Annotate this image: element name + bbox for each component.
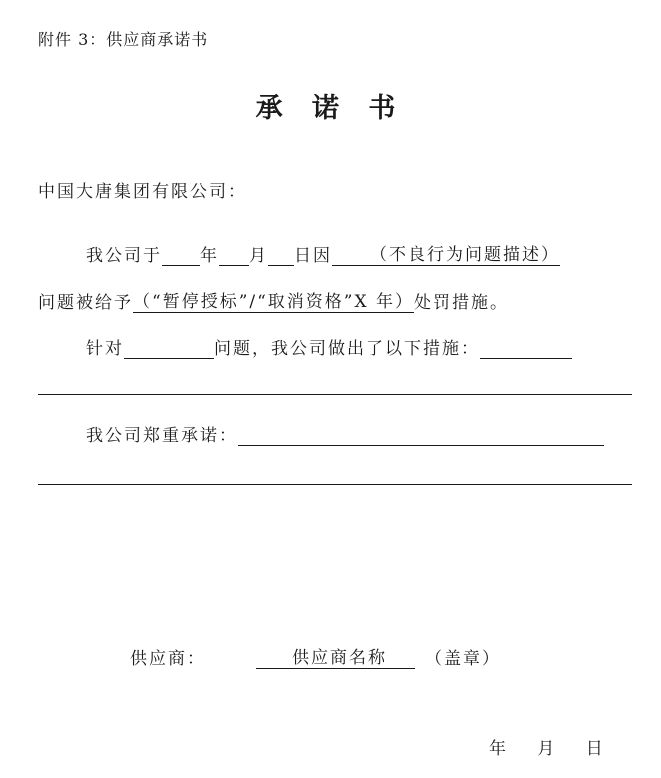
issue-description: （不良行为问题描述） [370,240,560,266]
para1-prefix: 我公司于 [86,246,162,266]
supplier-signature [130,643,501,669]
year-blank [162,245,200,266]
salutation: 中国大唐集团有限公司： [38,182,247,202]
para1-day-cause: 日因 [294,246,332,266]
document-title: 承 诺 书 [255,93,406,124]
para3-prefix: 我公司郑重承诺： [86,426,238,446]
measures-line [86,334,572,359]
penalty-description: （“暂停授标”/“取消资格”X 年） [133,287,414,313]
para1-year: 年 [200,246,219,266]
promise-line [86,421,604,446]
measures-blank [480,338,572,359]
para2-mid: 问题，我公司做出了以下措施： [214,339,480,359]
promise-blank [238,425,604,446]
commitment-line-1 [86,240,560,266]
month-blank [219,245,249,266]
commitment-line-2 [38,287,509,313]
annex-label: 附件 3：供应商承诺书 [38,30,209,49]
day-blank [268,245,294,266]
problem-blank [124,338,214,359]
para1-suffix: 处罚措施。 [414,293,509,313]
seal-label: （盖章） [425,649,501,669]
issue-blank [332,245,370,266]
supplier-name: 供应商名称 [256,643,415,669]
para1-given: 问题被给予 [38,293,133,313]
supplier-label: 供应商： [130,649,206,669]
date-line: 年 月 日 [489,739,603,759]
measures-continuation-line [38,394,632,395]
para1-month: 月 [249,246,268,266]
para2-prefix: 针对 [86,339,124,359]
promise-continuation-line [38,484,632,485]
